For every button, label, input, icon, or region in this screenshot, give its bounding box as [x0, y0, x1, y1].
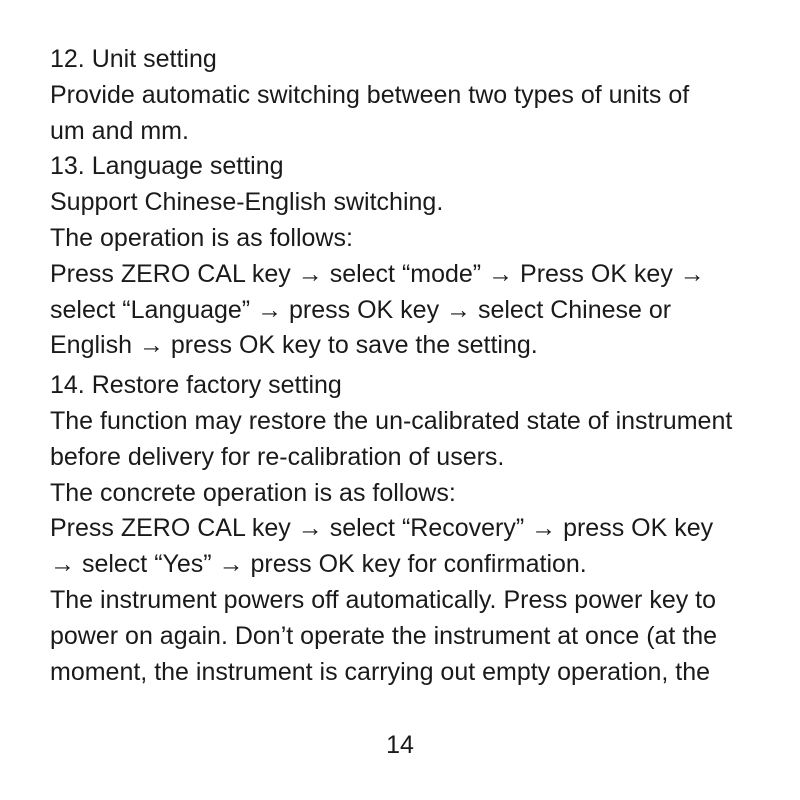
- body-line: select “Language” → press OK key → select Chinese or: [50, 295, 672, 324]
- body-line: before delivery for re-calibration of users.: [50, 442, 505, 471]
- body-line: The function may restore the un-calibrated state of instrument: [50, 406, 733, 435]
- section-restore-factory-setting: [50, 368, 770, 690]
- body-line: Provide automatic switching between two types of units of: [50, 80, 690, 109]
- body-line: The concrete operation is as follows:: [50, 478, 456, 507]
- section-heading: 12. Unit setting: [50, 45, 217, 73]
- body-line: The instrument powers off automatically. Press power key to: [50, 585, 717, 614]
- section-heading: 13. Language setting: [50, 152, 284, 181]
- section-language-setting: [50, 149, 770, 364]
- body-line: power on again. Don’t operate the instrument at once (at the: [50, 621, 718, 650]
- body-line: moment, the instrument is carrying out empty operation, the: [50, 657, 711, 686]
- body-line: Support Chinese-English switching.: [50, 188, 444, 217]
- body-line: Press ZERO CAL key → select “mode” → Press OK key →: [50, 259, 705, 288]
- body-line: The operation is as follows:: [50, 223, 353, 252]
- section-heading: 14. Restore factory setting: [50, 371, 342, 400]
- section-unit-setting: [50, 42, 770, 149]
- page-number: 14: [386, 731, 414, 759]
- body-line: um and mm.: [50, 116, 189, 145]
- body-line: English → press OK key to save the setting.: [50, 331, 538, 360]
- manual-page-body: [50, 42, 770, 690]
- body-line: Press ZERO CAL key → select “Recovery” → press OK key: [50, 514, 714, 543]
- body-line: → select “Yes” → press OK key for confirmation.: [50, 550, 587, 579]
